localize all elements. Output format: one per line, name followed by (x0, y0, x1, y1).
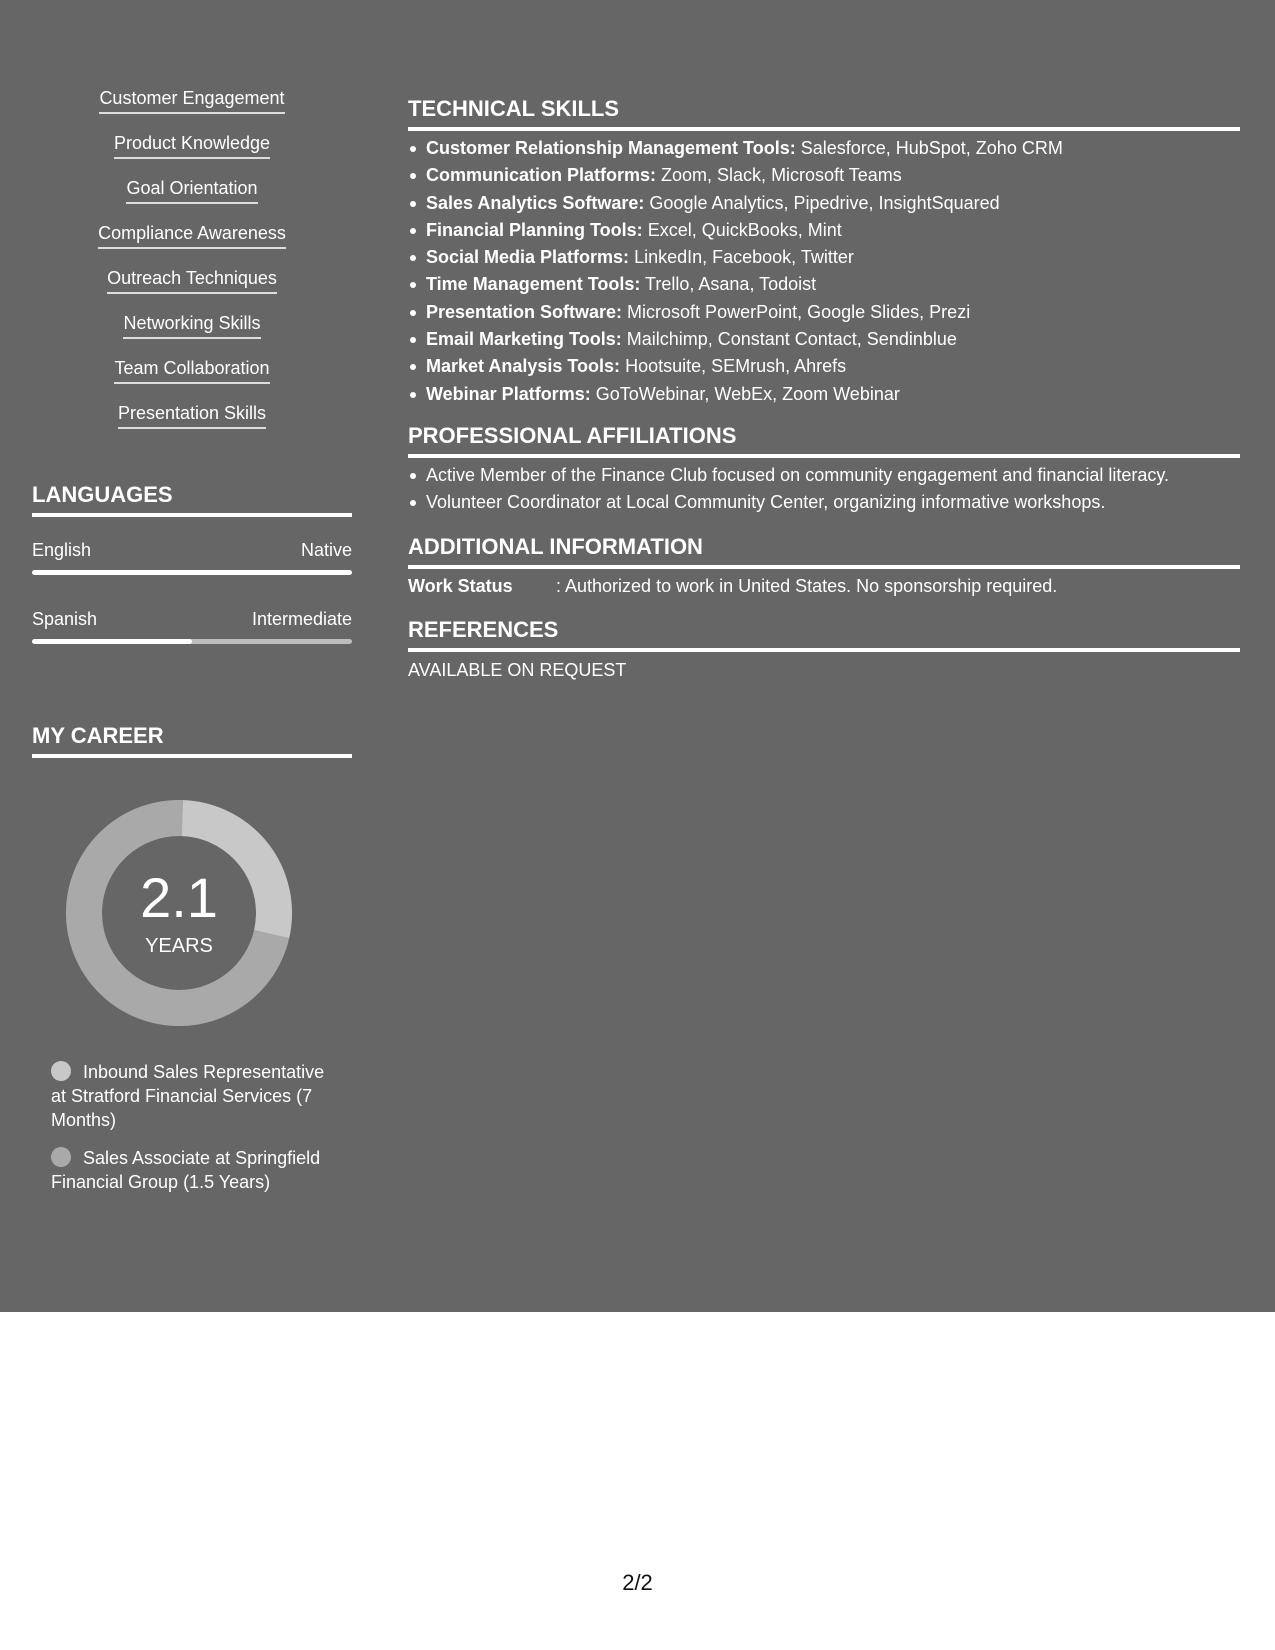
language-row-spanish (32, 608, 352, 630)
work-status-row (408, 574, 1240, 598)
legend-dot (51, 1061, 71, 1081)
list-item: Active Member of the Finance Club focused on community engagement and financial literacy. (408, 462, 1240, 489)
skill-item (32, 221, 352, 266)
skill-label: Presentation Skills (118, 401, 266, 429)
skill-label: Compliance Awareness (98, 221, 286, 249)
language-row-english (32, 539, 352, 561)
list-item (408, 135, 1240, 162)
skill-tools: Excel, QuickBooks, Mint (642, 219, 842, 240)
legend-dot (51, 1147, 71, 1167)
career-years-unit: YEARS (145, 935, 213, 957)
list-item (408, 162, 1240, 189)
work-status-value: : Authorized to work in United States. No sponsorship required. (556, 576, 1058, 596)
skill-item (32, 86, 352, 131)
skill-category: Social Media Platforms: (426, 247, 630, 268)
skill-item (32, 356, 352, 401)
skill-tools: Zoom, Slack, Microsoft Teams (656, 165, 902, 186)
career-label: Inbound Sales Representative at Stratford Financial Services (7 Months) (51, 1062, 325, 1130)
skill-category: Email Marketing Tools: (426, 329, 622, 350)
language-bar-fill (32, 570, 352, 575)
skill-category: Time Management Tools: (426, 274, 641, 295)
list-item (408, 271, 1240, 298)
skill-label: Networking Skills (123, 311, 260, 339)
references-heading: REFERENCES (408, 616, 1240, 652)
skill-item (32, 176, 352, 221)
affiliations-heading: PROFESSIONAL AFFILIATIONS (408, 422, 1240, 458)
language-bar-spanish (32, 639, 352, 644)
career-legend-item (51, 1060, 331, 1132)
skill-tools: Hootsuite, SEMrush, Ahrefs (620, 356, 847, 377)
list-item (408, 244, 1240, 271)
skills-list (32, 86, 352, 446)
list-item (408, 299, 1240, 326)
skill-tools: Google Analytics, Pipedrive, InsightSquared (644, 192, 1000, 213)
skill-item (32, 266, 352, 311)
skill-label: Goal Orientation (126, 176, 257, 204)
technical-skills-list (408, 135, 1240, 408)
skill-category: Webinar Platforms: (426, 383, 591, 404)
skill-tools: LinkedIn, Facebook, Twitter (629, 247, 854, 268)
skill-category: Presentation Software: (426, 301, 623, 322)
skill-category: Customer Relationship Management Tools: (426, 138, 796, 158)
language-bar-english (32, 570, 352, 575)
skill-label: Team Collaboration (114, 356, 269, 384)
affiliations-list (408, 462, 1240, 517)
page-number: 2/2 (622, 1570, 653, 1595)
list-item (408, 353, 1240, 380)
languages-heading: LANGUAGES (32, 481, 352, 517)
skill-label: Product Knowledge (114, 131, 270, 159)
technical-skills-heading: TECHNICAL SKILLS (408, 95, 1240, 131)
skill-tools: Trello, Asana, Todoist (640, 274, 817, 295)
skill-item (32, 311, 352, 356)
skill-tools: Mailchimp, Constant Contact, Sendinblue (621, 329, 957, 350)
references-text: AVAILABLE ON REQUEST (408, 660, 627, 680)
career-label: Sales Associate at Springfield Financial Group (1.5 Years) (51, 1148, 321, 1192)
skill-item (32, 401, 352, 446)
skill-tools: GoToWebinar, WebEx, Zoom Webinar (590, 383, 900, 404)
list-item: Volunteer Coordinator at Local Community Center, organizing informative workshops. (408, 489, 1240, 516)
language-level: Intermediate (251, 609, 352, 629)
work-status-label: Work Status (408, 576, 513, 596)
language-name: English (32, 540, 92, 560)
language-level: Native (300, 540, 352, 560)
skill-item (32, 131, 352, 176)
career-years-value: 2.1 (140, 866, 218, 929)
list-item (408, 381, 1240, 408)
skill-tools: Microsoft PowerPoint, Google Slides, Prezi (622, 301, 971, 322)
language-bar-fill (32, 639, 192, 644)
skill-tools: Salesforce, HubSpot, Zoho CRM (795, 138, 1063, 158)
skill-category: Sales Analytics Software: (426, 192, 645, 213)
list-item (408, 217, 1240, 244)
skill-label: Customer Engagement (99, 86, 284, 114)
skill-label: Outreach Techniques (107, 266, 277, 294)
skill-category: Financial Planning Tools: (426, 219, 643, 240)
career-legend-item (51, 1146, 331, 1194)
additional-info-heading: ADDITIONAL INFORMATION (408, 533, 1240, 569)
career-heading: MY CAREER (32, 722, 352, 758)
language-name: Spanish (32, 609, 98, 629)
skill-category: Market Analysis Tools: (426, 356, 621, 377)
skill-category: Communication Platforms: (426, 165, 657, 186)
list-item (408, 326, 1240, 353)
list-item (408, 190, 1240, 217)
